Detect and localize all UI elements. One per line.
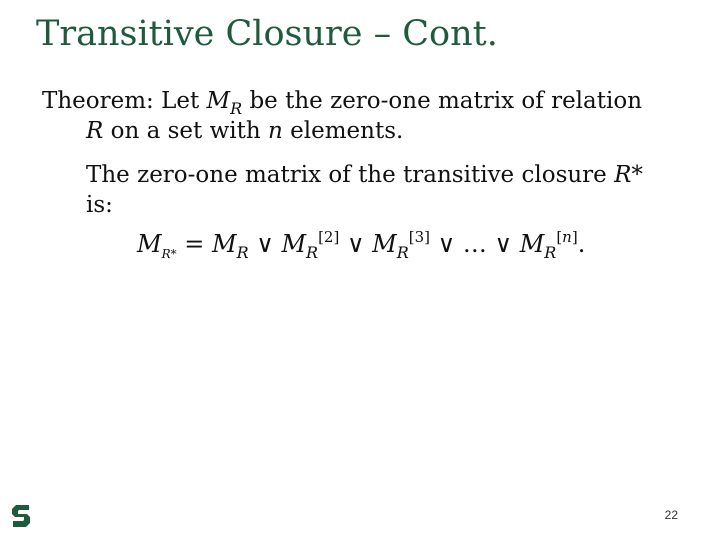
formula-or-2: ∨ [339, 230, 373, 258]
formula-power-2: [2] [318, 228, 340, 246]
formula-r-3: R [396, 243, 409, 262]
formula-power-3: [3] [408, 228, 431, 246]
formula-equals: = [176, 230, 212, 258]
relation-symbol: R [86, 118, 104, 144]
formula-or-1: ∨ [248, 230, 282, 258]
formula-ellipsis: … [462, 230, 487, 258]
theorem-line-3 [86, 160, 643, 190]
theorem-lead: Theorem: Let [42, 88, 207, 114]
formula-r-1: R [236, 243, 249, 262]
formula-m-lhs: M [137, 230, 162, 258]
formula-r-n: R [544, 243, 557, 262]
formula-power-n [556, 228, 577, 246]
formula-lhs-subscript: R* [161, 247, 177, 261]
closure-formula [137, 228, 586, 262]
formula-period: . [577, 230, 586, 258]
formula-power-n-close: ] [571, 228, 578, 246]
n-symbol: n [268, 118, 283, 144]
theorem-line-4: is: [86, 192, 113, 218]
theorem-after-mr: be the zero-one matrix of relation [242, 88, 643, 114]
formula-power-n-open: [ [556, 228, 563, 246]
relation-subscript: R [230, 99, 243, 118]
formula-or-3: ∨ [430, 230, 463, 258]
formula-m-1: M [212, 230, 237, 258]
formula-m-2: M [281, 230, 307, 258]
formula-or-4: ∨ [486, 230, 520, 258]
formula-r-2: R [306, 243, 319, 262]
theorem-line-1 [42, 86, 642, 118]
formula-m-3: M [372, 230, 397, 258]
formula-m-n: M [519, 230, 545, 258]
slide-title: Transitive Closure – Cont. [36, 14, 498, 54]
theorem-line2-end: elements. [282, 118, 404, 144]
theorem-line-2 [86, 116, 403, 146]
closure-symbol: R* [614, 162, 643, 188]
theorem-line2-mid: on a set with [103, 118, 269, 144]
formula-power-n-n: n [562, 228, 572, 246]
page-number: 22 [664, 508, 678, 522]
theorem-line3-text: The zero-one matrix of the transitive closure [86, 162, 615, 188]
matrix-symbol: M [206, 88, 231, 114]
spartan-s-logo-icon [10, 503, 32, 529]
